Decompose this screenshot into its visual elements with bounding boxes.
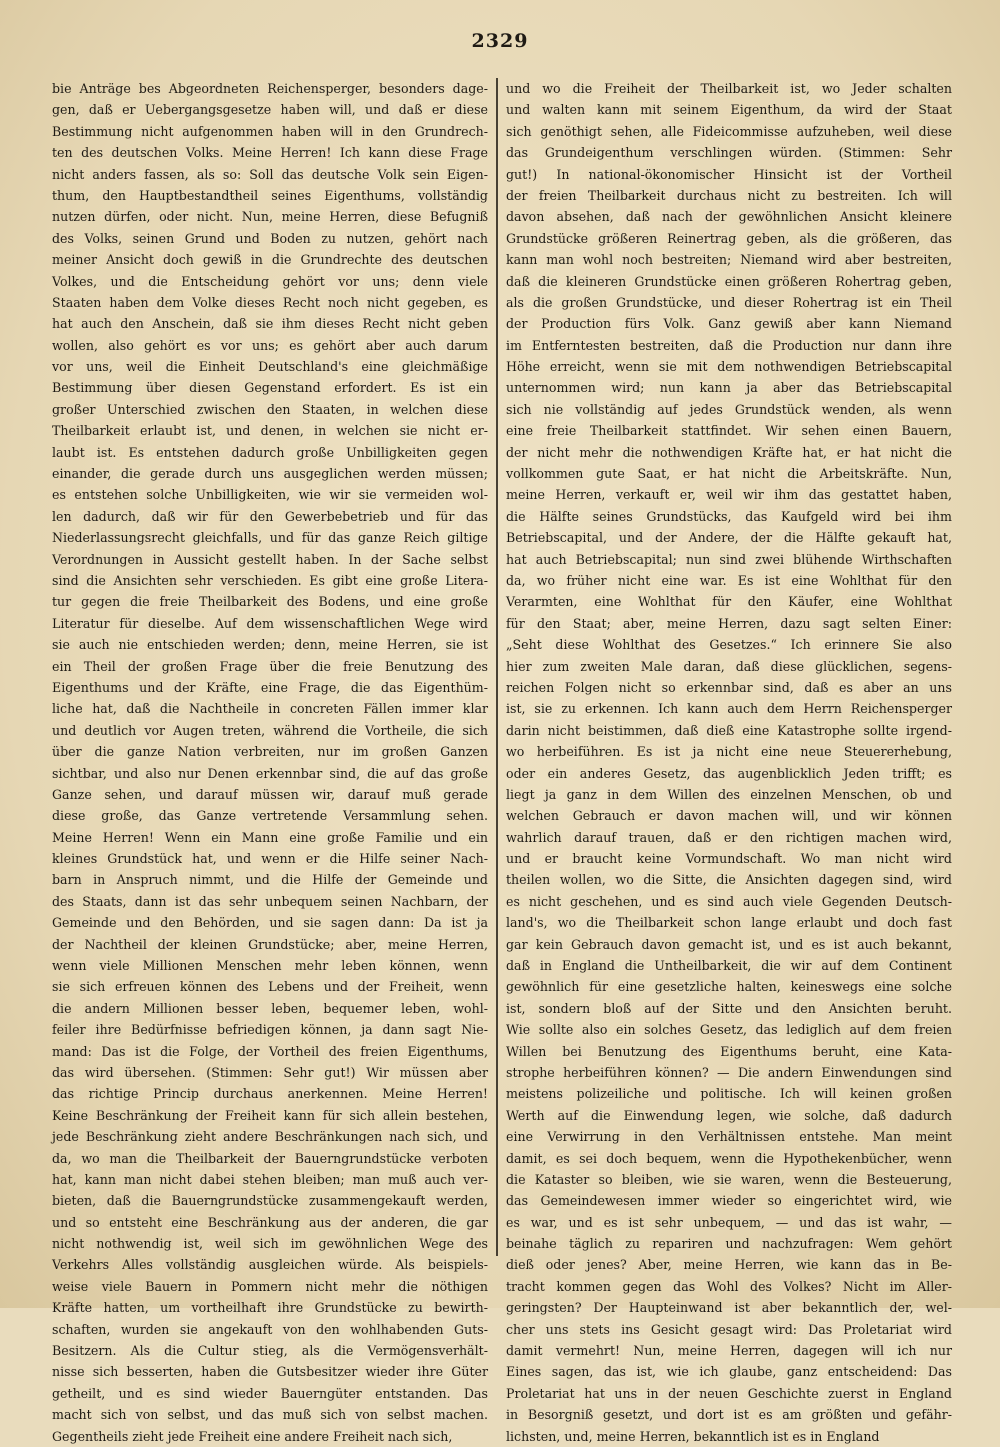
text-line: Werth auf die Einwendung legen, wie solche, daß dadurch — [506, 1107, 952, 1123]
text-line: Willen bei Benutzung des Eigenthums beruht, eine Kata- — [506, 1043, 952, 1059]
text-line: thum, den Hauptbestandtheil seines Eigenthums, vollständig — [52, 187, 488, 203]
text-line: cher uns stets ins Gesicht gesagt wird: Das Proletariat wird — [506, 1321, 952, 1337]
text-line: Meine Herren! Wenn ein Mann eine große Familie und ein — [52, 829, 488, 845]
text-line: das Grundeigenthum verschlingen würden. (Stimmen: Sehr — [506, 145, 952, 161]
text-line: Eines sagen, das ist, wie ich glaube, ganz entscheidend: Das — [506, 1364, 952, 1380]
text-line: meiner Ansicht doch gewiß in die Grundrechte des deutschen — [52, 252, 488, 268]
text-line: bieten, daß die Bauerngrundstücke zusammengekauft werden, — [52, 1193, 488, 1209]
text-line: über die ganze Nation verbreiten, nur im großen Ganzen — [52, 744, 488, 760]
text-line: es nicht geschehen, und es sind auch viele Gegenden Deutsch- — [506, 893, 952, 909]
text-line: eine Verwirrung in den Verhältnissen entstehe. Man meint — [506, 1129, 952, 1145]
text-line: Literatur für dieselbe. Auf dem wissenschaftlichen Wege wird — [52, 615, 488, 631]
text-line: der freien Theilbarkeit durchaus nicht zu bestreiten. Ich will — [506, 187, 952, 203]
text-line: geringsten? Der Haupteinwand ist aber bekanntlich der, wel- — [506, 1300, 952, 1316]
text-line: damit vermehrt! Nun, meine Herren, dagegen will ich nur — [506, 1343, 952, 1359]
text-line: das Gemeindewesen immer wieder so eingerichtet wird, wie — [506, 1193, 952, 1209]
text-line: dieß oder jenes? Aber, meine Herren, wie kann das in Be- — [506, 1257, 952, 1273]
text-line: und er braucht keine Vormundschaft. Wo man nicht wird — [506, 851, 952, 867]
text-line: ist, sondern bloß auf der Sitte und den Ansichten beruht. — [506, 1000, 952, 1016]
text-line: mand: Das ist die Folge, der Vortheil des freien Eigenthums, — [52, 1043, 488, 1059]
text-line: es war, und es ist sehr unbequem, — und das ist wahr, — — [506, 1214, 952, 1230]
text-line: unternommen wird; nun kann ja aber das Betriebscapital — [506, 380, 952, 396]
text-line: das richtige Princip durchaus anerkennen. Meine Herren! — [52, 1086, 488, 1102]
text-line: des Volks, seinen Grund und Boden zu nutzen, gehört nach — [52, 230, 488, 246]
text-line: der Production fürs Volk. Ganz gewiß aber kann Niemand — [506, 316, 952, 332]
text-line: Bestimmung über diesen Gegenstand erfordert. Es ist ein — [52, 380, 488, 396]
text-line: oder ein anderes Gesetz, das augenblicklich Jeden trifft; es — [506, 765, 952, 781]
text-line: weise viele Bauern in Pommern nicht mehr die nöthigen — [52, 1278, 488, 1294]
text-line: darin nicht beistimmen, daß dieß eine Katastrophe sollte irgend- — [506, 722, 952, 738]
text-line: nicht nothwendig ist, weil sich im gewöhnlichen Wege des — [52, 1236, 488, 1252]
text-line: gar kein Gebrauch davon gemacht ist, und es ist auch bekannt, — [506, 936, 952, 952]
text-line: das wird übersehen. (Stimmen: Sehr gut!) Wir müssen aber — [52, 1064, 488, 1080]
text-line: gen, daß er Uebergangsgesetze haben will, und daß er diese — [52, 102, 488, 118]
text-line: barn in Anspruch nimmt, und die Hilfe der Gemeinde und — [52, 872, 488, 888]
text-line: da, wo man die Theilbarkeit der Bauerngrundstücke verboten — [52, 1150, 488, 1166]
page-number: 2329 — [471, 30, 529, 52]
text-line: jede Beschränkung zieht andere Beschränkungen nach sich, und — [52, 1129, 488, 1145]
text-line: Verarmten, eine Wohlthat für den Käufer, eine Wohlthat — [506, 594, 952, 610]
text-line: und deutlich vor Augen treten, während die Vortheile, die sich — [52, 722, 488, 738]
text-line: es entstehen solche Unbilligkeiten, wie wir sie vermeiden wol- — [52, 487, 488, 503]
text-line: der nicht mehr die nothwendigen Kräfte hat, er hat nicht die — [506, 444, 952, 460]
text-line: sich nie vollständig auf jedes Grundstück wenden, als wenn — [506, 401, 952, 417]
text-line: meistens polizeiliche und politische. Ich will keinen großen — [506, 1086, 952, 1102]
text-line: kleines Grundstück hat, und wenn er die Hilfe seiner Nach- — [52, 851, 488, 867]
text-line: land's, wo die Theilbarkeit schon lange erlaubt und doch fast — [506, 915, 952, 931]
text-line: nisse sich besserten, haben die Gutsbesitzer wieder ihre Güter — [52, 1364, 488, 1380]
text-line: die Kataster so bleiben, wie sie waren, wenn die Besteuerung, — [506, 1171, 952, 1187]
text-line: Eigenthums und der Kräfte, eine Frage, die das Eigenthüm- — [52, 679, 488, 695]
text-line: Verordnungen in Aussicht gestellt haben. In der Sache selbst — [52, 551, 488, 567]
text-line: nicht anders fassen, als so: Soll das deutsche Volk sein Eigen- — [52, 166, 488, 182]
left-text-column — [52, 78, 488, 1444]
text-line: hat auch Betriebscapital; nun sind zwei blühende Wirthschaften — [506, 551, 952, 567]
text-line: Ganze sehen, und darauf müssen wir, darauf muß gerade — [52, 786, 488, 802]
text-line: und so entsteht eine Beschränkung aus der anderen, die gar — [52, 1214, 488, 1230]
text-line: lichsten, und, meine Herren, bekanntlich ist es in England — [506, 1428, 880, 1444]
text-line: hat auch den Anschein, daß sie ihm dieses Recht nicht geben — [52, 316, 488, 332]
text-line: liche hat, daß die Nachtheile in concreten Fällen immer klar — [52, 701, 488, 717]
text-line: wenn viele Millionen Menschen mehr leben können, wenn — [52, 958, 488, 974]
text-line: theilen wollen, wo die Sitte, die Ansichten dagegen sind, wird — [506, 872, 952, 888]
text-line: feiler ihre Bedürfnisse befriedigen können, ja dann sagt Nie- — [52, 1022, 488, 1038]
text-line: meine Herren, verkauft er, weil wir ihm das gestattet haben, — [506, 487, 952, 503]
text-line: hat, kann man nicht dabei stehen bleiben; man muß auch ver- — [52, 1171, 488, 1187]
text-line: beinahe täglich zu repariren und nachzufragen: Wem gehört — [506, 1236, 952, 1252]
text-line: wollen, also gehört es vor uns; es gehört aber auch darum — [52, 337, 488, 353]
text-line: gewöhnlich für eine gesetzliche halten, keineswegs eine solche — [506, 979, 952, 995]
column-divider — [496, 78, 498, 1256]
text-line: laubt ist. Es entstehen dadurch große Unbilligkeiten gegen — [52, 444, 488, 460]
text-line: vollkommen gute Saat, er hat nicht die Arbeitskräfte. Nun, — [506, 466, 952, 482]
text-line: Verkehrs Alles vollständig ausgleichen würde. Als beispiels- — [52, 1257, 488, 1273]
text-line: im Entferntesten bestreiten, daß die Production nur dann ihre — [506, 337, 952, 353]
text-line: einander, die gerade durch uns ausgeglichen werden müssen; — [52, 466, 488, 482]
text-line: und wo die Freiheit der Theilbarkeit ist, wo Jeder schalten — [506, 81, 952, 96]
text-line: eine freie Theilbarkeit stattfindet. Wir sehen einen Bauern, — [506, 423, 952, 439]
text-line: in Besorgniß gesetzt, und dort ist es am größten und gefähr- — [506, 1407, 952, 1423]
text-line: daß die kleineren Grundstücke einen größeren Rohertrag geben, — [506, 273, 952, 289]
right-text-column — [506, 78, 952, 1444]
text-line: liegt ja ganz in dem Willen des einzelnen Menschen, ob und — [506, 786, 952, 802]
text-line: schaften, wurden sie angekauft von den wohlhabenden Guts- — [52, 1321, 488, 1337]
text-line: wo herbeiführen. Es ist ja nicht eine neue Steuererhebung, — [506, 744, 952, 760]
text-line: die Hälfte seines Grundstücks, das Kaufgeld wird bei ihm — [506, 508, 952, 524]
text-line: gut!) In national-ökonomischer Hinsicht ist der Vortheil — [506, 166, 952, 182]
text-line: Proletariat hat uns in der neuen Geschichte zuerst in England — [506, 1385, 952, 1401]
text-line: nutzen dürfen, oder nicht. Nun, meine Herren, diese Befugniß — [52, 209, 488, 225]
text-line: Wie sollte also ein solches Gesetz, das lediglich auf dem freien — [506, 1022, 952, 1038]
text-line: Gegentheils zieht jede Freiheit eine andere Freiheit nach sich, — [52, 1428, 453, 1444]
text-line: Kräfte hatten, um vortheilhaft ihre Grundstücke zu bewirth- — [52, 1300, 488, 1316]
text-line: die andern Millionen besser leben, bequemer leben, wohl- — [52, 1000, 488, 1016]
text-line: vor uns, weil die Einheit Deutschland's eine gleichmäßige — [52, 359, 488, 375]
text-line: tracht kommen gegen das Wohl des Volkes? Nicht im Aller- — [506, 1278, 952, 1294]
text-line: damit, es sei doch bequem, wenn die Hypothekenbücher, wenn — [506, 1150, 952, 1166]
text-line: da, wo früher nicht eine war. Es ist eine Wohlthat für den — [506, 572, 952, 588]
text-line: wahrlich darauf trauen, daß er den richtigen machen wird, — [506, 829, 952, 845]
text-line: des Staats, dann ist das sehr unbequem seinen Nachbarn, der — [52, 893, 488, 909]
text-line: sich genöthigt sehen, alle Fideicommisse aufzuheben, weil diese — [506, 123, 952, 139]
text-line: hier zum zweiten Male daran, daß diese glücklichen, segens- — [506, 658, 952, 674]
text-line: der Nachtheil der kleinen Grundstücke; aber, meine Herren, — [52, 936, 488, 952]
text-line: großer Unterschied zwischen den Staaten, in welchen diese — [52, 401, 488, 417]
text-line: davon absehen, daß nach der gewöhnlichen Ansicht kleinere — [506, 209, 952, 225]
text-line: welchen Gebrauch er davon machen will, und wir können — [506, 808, 952, 824]
text-line: und walten kann mit seinem Eigenthum, da wird der Staat — [506, 102, 952, 118]
text-line: Gemeinde und den Behörden, und sie sagen dann: Da ist ja — [52, 915, 488, 931]
text-line: getheilt, und es sind wieder Bauerngüter entstanden. Das — [52, 1385, 488, 1401]
text-line: macht sich von selbst, und das muß sich von selbst machen. — [52, 1407, 488, 1423]
text-line: Bestimmung nicht aufgenommen haben will in den Grundrech- — [52, 123, 488, 139]
text-line: len dadurch, daß wir für den Gewerbebetrieb und für das — [52, 508, 488, 524]
text-line: sichtbar, und also nur Denen erkennbar sind, die auf das große — [52, 765, 488, 781]
text-line: reichen Folgen nicht so erkennbar sind, daß es aber an uns — [506, 679, 952, 695]
text-line: daß in England die Untheilbarkeit, die wir auf dem Continent — [506, 958, 952, 974]
text-line: sind die Ansichten sehr verschieden. Es gibt eine große Litera- — [52, 572, 488, 588]
text-line: „Seht diese Wohlthat des Gesetzes.“ Ich erinnere Sie also — [506, 637, 952, 653]
text-line: bie Anträge bes Abgeordneten Reichensperger, besonders dage- — [52, 81, 488, 96]
text-line: Besitzern. Als die Cultur stieg, als die Vermögensverhält- — [52, 1343, 488, 1359]
text-line: tur gegen die freie Theilbarkeit des Bodens, und eine große — [52, 594, 488, 610]
text-line: diese große, das Ganze vertretende Versammlung sehen. — [52, 808, 488, 824]
text-line: ten des deutschen Volks. Meine Herren! Ich kann diese Frage — [52, 145, 488, 161]
text-line: kann man wohl noch bestreiten; Niemand wird aber bestreiten, — [506, 252, 952, 268]
text-line: Niederlassungsrecht gleichfalls, und für das ganze Reich giltige — [52, 530, 488, 546]
text-line: als die großen Grundstücke, und dieser Rohertrag ist ein Theil — [506, 294, 952, 310]
text-line: Theilbarkeit erlaubt ist, und denen, in welchen sie nicht er- — [52, 423, 488, 439]
text-line: ein Theil der großen Frage über die freie Benutzung des — [52, 658, 488, 674]
text-line: ist, sie zu erkennen. Ich kann auch dem Herrn Reichensperger — [506, 701, 952, 717]
text-line: Staaten haben dem Volke dieses Recht noch nicht gegeben, es — [52, 294, 488, 310]
text-line: Betriebscapital, und der Andere, der die Hälfte gekauft hat, — [506, 530, 952, 546]
text-line: strophe herbeiführen können? — Die andern Einwendungen sind — [506, 1064, 952, 1080]
text-line: sie auch nie entschieden werden; denn, meine Herren, sie ist — [52, 637, 488, 653]
text-line: sie sich erfreuen können des Lebens und der Freiheit, wenn — [52, 979, 488, 995]
text-line: Grundstücke größeren Reinertrag geben, als die größeren, das — [506, 230, 952, 246]
text-line: Volkes, und die Entscheidung gehört vor uns; denn viele — [52, 273, 488, 289]
text-line: Keine Beschränkung der Freiheit kann für sich allein bestehen, — [52, 1107, 488, 1123]
text-line: für den Staat; aber, meine Herren, dazu sagt selten Einer: — [506, 615, 952, 631]
text-line: Höhe erreicht, wenn sie mit dem nothwendigen Betriebscapital — [506, 359, 952, 375]
